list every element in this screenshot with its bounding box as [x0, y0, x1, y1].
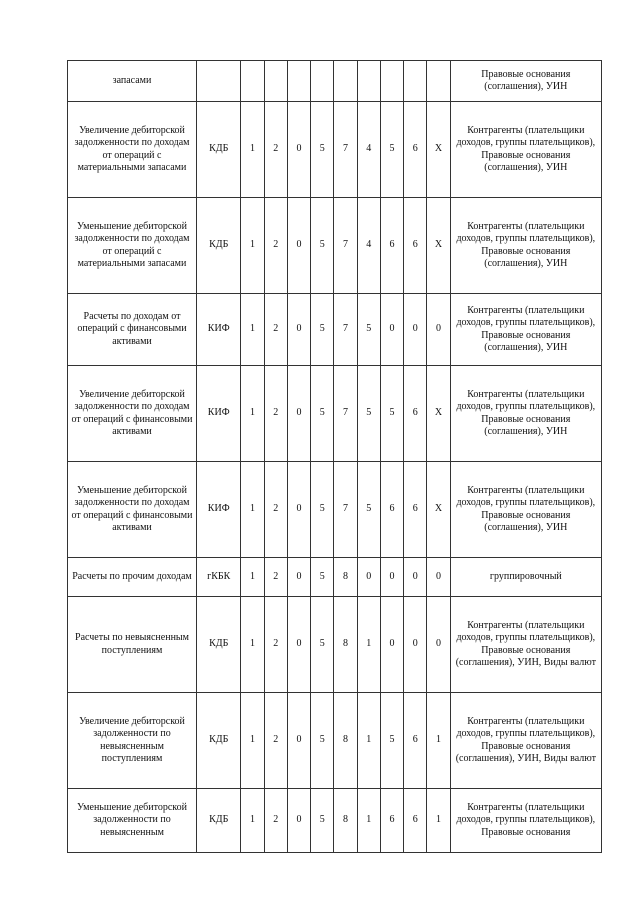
- code-type-cell: КДБ: [197, 693, 241, 789]
- account-digit-cell: 1: [241, 693, 264, 789]
- analytics-cell: Контрагенты (плательщики доходов, группы плательщиков), Правовые основания (соглашения), УИН: [450, 102, 601, 198]
- account-digit-cell: 5: [380, 693, 403, 789]
- code-type-cell: гКБК: [197, 558, 241, 597]
- account-digit-cell: 2: [264, 366, 287, 462]
- account-digit-cell: 6: [380, 198, 403, 294]
- account-digit-cell: [287, 61, 310, 102]
- account-digit-cell: 5: [311, 558, 334, 597]
- account-digit-cell: 5: [311, 597, 334, 693]
- account-name-cell: Увеличение дебиторской задолженности по доходам от операций с финансовыми активами: [68, 366, 197, 462]
- account-digit-cell: 7: [334, 366, 357, 462]
- analytics-cell: Контрагенты (плательщики доходов, группы плательщиков), Правовые основания (соглашения), УИН: [450, 294, 601, 366]
- account-digit-cell: [241, 61, 264, 102]
- account-digit-cell: 6: [404, 789, 427, 853]
- account-digit-cell: [334, 61, 357, 102]
- account-digit-cell: 1: [241, 789, 264, 853]
- account-digit-cell: 1: [357, 597, 380, 693]
- account-digit-cell: 1: [241, 198, 264, 294]
- code-type-cell: КДБ: [197, 597, 241, 693]
- account-digit-cell: 0: [380, 294, 403, 366]
- account-digit-cell: 2: [264, 294, 287, 366]
- account-digit-cell: 0: [287, 102, 310, 198]
- account-digit-cell: 0: [404, 294, 427, 366]
- account-digit-cell: [264, 61, 287, 102]
- account-digit-cell: [380, 61, 403, 102]
- table-row: [68, 693, 602, 789]
- account-digit-cell: 1: [241, 462, 264, 558]
- account-digit-cell: 2: [264, 597, 287, 693]
- account-digit-cell: 0: [287, 198, 310, 294]
- account-digit-cell: 7: [334, 462, 357, 558]
- table-row: [68, 597, 602, 693]
- account-digit-cell: 4: [357, 198, 380, 294]
- code-type-cell: КИФ: [197, 294, 241, 366]
- account-digit-cell: 0: [287, 294, 310, 366]
- account-digit-cell: 0: [427, 558, 450, 597]
- account-digit-cell: 0: [427, 597, 450, 693]
- account-digit-cell: 1: [427, 693, 450, 789]
- account-digit-cell: 0: [287, 462, 310, 558]
- account-digit-cell: 5: [311, 693, 334, 789]
- account-digit-cell: [427, 61, 450, 102]
- account-digit-cell: 2: [264, 789, 287, 853]
- account-digit-cell: 1: [357, 789, 380, 853]
- analytics-cell: Контрагенты (плательщики доходов, группы плательщиков), Правовые основания: [450, 789, 601, 853]
- account-name-cell: Расчеты по доходам от операций с финансовыми активами: [68, 294, 197, 366]
- account-digit-cell: 8: [334, 597, 357, 693]
- code-type-cell: КИФ: [197, 366, 241, 462]
- account-digit-cell: 0: [287, 693, 310, 789]
- account-digit-cell: 5: [357, 294, 380, 366]
- account-digit-cell: 2: [264, 102, 287, 198]
- analytics-cell: Контрагенты (плательщики доходов, группы плательщиков), Правовые основания (соглашения), УИН, Виды валют: [450, 693, 601, 789]
- account-digit-cell: 5: [311, 102, 334, 198]
- account-digit-cell: 1: [241, 597, 264, 693]
- account-digit-cell: 6: [404, 462, 427, 558]
- account-digit-cell: 7: [334, 198, 357, 294]
- account-digit-cell: 5: [311, 198, 334, 294]
- account-digit-cell: 4: [357, 102, 380, 198]
- account-digit-cell: 6: [404, 693, 427, 789]
- table-row: [68, 462, 602, 558]
- analytics-cell: группировочный: [450, 558, 601, 597]
- account-digit-cell: 1: [241, 102, 264, 198]
- account-digit-cell: 6: [404, 198, 427, 294]
- account-name-cell: Расчеты по невыясненным поступлениям: [68, 597, 197, 693]
- analytics-cell: Контрагенты (плательщики доходов, группы плательщиков), Правовые основания (соглашения), УИН, Виды валют: [450, 597, 601, 693]
- code-type-cell: КДБ: [197, 198, 241, 294]
- account-digit-cell: [357, 61, 380, 102]
- account-digit-cell: 0: [380, 558, 403, 597]
- code-type-cell: КИФ: [197, 462, 241, 558]
- code-type-cell: КДБ: [197, 102, 241, 198]
- account-digit-cell: X: [427, 102, 450, 198]
- account-name-cell: Увеличение дебиторской задолженности по доходам от операций с материальными запасами: [68, 102, 197, 198]
- account-digit-cell: 8: [334, 558, 357, 597]
- account-digit-cell: 2: [264, 198, 287, 294]
- account-digit-cell: 6: [380, 462, 403, 558]
- account-digit-cell: 0: [404, 597, 427, 693]
- table-row: [68, 102, 602, 198]
- account-digit-cell: [404, 61, 427, 102]
- account-digit-cell: 1: [427, 789, 450, 853]
- accounts-table-body: [68, 61, 602, 853]
- account-digit-cell: 1: [241, 558, 264, 597]
- account-digit-cell: 5: [357, 462, 380, 558]
- account-name-cell: Уменьшение дебиторской задолженности по доходам от операций с финансовыми активами: [68, 462, 197, 558]
- analytics-cell: Контрагенты (плательщики доходов, группы плательщиков), Правовые основания (соглашения), УИН: [450, 198, 601, 294]
- account-digit-cell: X: [427, 462, 450, 558]
- table-row: [68, 558, 602, 597]
- account-digit-cell: 5: [380, 102, 403, 198]
- code-type-cell: КДБ: [197, 789, 241, 853]
- account-digit-cell: 0: [287, 789, 310, 853]
- account-name-cell: Уменьшение дебиторской задолженности по доходам от операций с материальными запасами: [68, 198, 197, 294]
- account-digit-cell: X: [427, 366, 450, 462]
- account-digit-cell: 5: [311, 294, 334, 366]
- account-digit-cell: 8: [334, 693, 357, 789]
- table-row: [68, 198, 602, 294]
- account-digit-cell: 2: [264, 462, 287, 558]
- account-digit-cell: 6: [404, 366, 427, 462]
- account-digit-cell: 7: [334, 102, 357, 198]
- account-digit-cell: 1: [241, 294, 264, 366]
- table-row: [68, 789, 602, 853]
- analytics-cell: Контрагенты (плательщики доходов, группы плательщиков), Правовые основания (соглашения), УИН: [450, 462, 601, 558]
- account-digit-cell: 0: [357, 558, 380, 597]
- account-name-cell: Увеличение дебиторской задолженности по невыясненным поступлениям: [68, 693, 197, 789]
- account-digit-cell: 6: [404, 102, 427, 198]
- code-type-cell: [197, 61, 241, 102]
- analytics-cell: Правовые основания (соглашения), УИН: [450, 61, 601, 102]
- account-digit-cell: 0: [287, 366, 310, 462]
- table-row: [68, 61, 602, 102]
- account-digit-cell: 0: [427, 294, 450, 366]
- account-digit-cell: 5: [357, 366, 380, 462]
- table-row: [68, 366, 602, 462]
- account-digit-cell: 1: [241, 366, 264, 462]
- table-row: [68, 294, 602, 366]
- account-digit-cell: 5: [311, 366, 334, 462]
- account-digit-cell: 6: [380, 789, 403, 853]
- account-digit-cell: 0: [287, 558, 310, 597]
- account-digit-cell: 0: [287, 597, 310, 693]
- account-digit-cell: 0: [380, 597, 403, 693]
- account-digit-cell: 1: [357, 693, 380, 789]
- account-digit-cell: 5: [311, 789, 334, 853]
- account-digit-cell: 2: [264, 558, 287, 597]
- account-digit-cell: 5: [380, 366, 403, 462]
- account-name-cell: запасами: [68, 61, 197, 102]
- account-digit-cell: 0: [404, 558, 427, 597]
- account-digit-cell: 2: [264, 693, 287, 789]
- analytics-cell: Контрагенты (плательщики доходов, группы плательщиков), Правовые основания (соглашения), УИН: [450, 366, 601, 462]
- account-name-cell: Расчеты по прочим доходам: [68, 558, 197, 597]
- account-digit-cell: 7: [334, 294, 357, 366]
- account-digit-cell: [311, 61, 334, 102]
- account-digit-cell: 8: [334, 789, 357, 853]
- account-digit-cell: 5: [311, 462, 334, 558]
- accounts-table: [67, 60, 602, 853]
- account-digit-cell: X: [427, 198, 450, 294]
- account-name-cell: Уменьшение дебиторской задолженности по невыясненным: [68, 789, 197, 853]
